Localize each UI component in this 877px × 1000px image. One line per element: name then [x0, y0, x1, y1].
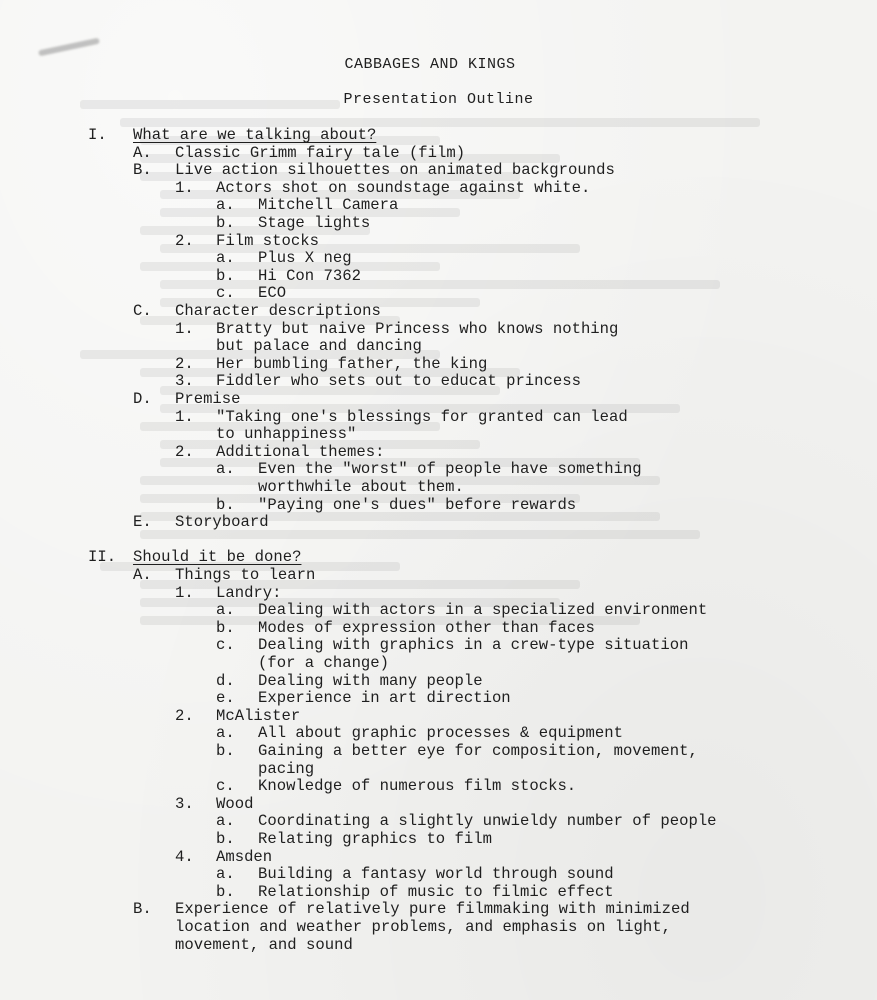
outline-text: location and weather problems, and emphasis on light,: [175, 918, 671, 936]
outline-text: Dealing with many people: [258, 671, 483, 690]
outline-text: What are we talking about?: [133, 126, 377, 144]
outline-text: ECO: [258, 284, 287, 303]
outline-text: Even the "worst" of people have something: [258, 460, 642, 479]
outline-line: [0, 724, 877, 742]
outline-line: [0, 161, 877, 179]
outline-line: [0, 372, 877, 390]
outline-text: Bratty but naive Princess who knows nothing: [216, 319, 619, 338]
outline-text: worthwhile about them.: [258, 478, 464, 496]
outline-line: [0, 478, 877, 496]
outline-number: b.: [216, 742, 235, 760]
outline-text: Dealing with actors in a specialized environment: [258, 601, 708, 620]
outline-line: [0, 284, 877, 302]
outline-text: Landry:: [216, 583, 282, 602]
outline-text: Her bumbling father, the king: [216, 354, 488, 373]
outline-text: Film stocks: [216, 231, 319, 250]
outline-line: [0, 619, 877, 637]
outline-number: 3.: [175, 372, 194, 391]
outline-text: Actors shot on soundstage against white.: [216, 178, 591, 197]
outline-number: b.: [216, 214, 235, 232]
outline-number: 2.: [175, 442, 194, 461]
outline-line: [0, 584, 877, 602]
outline-text: Hi Con 7362: [258, 266, 361, 285]
outline-number: A.: [133, 143, 152, 162]
outline-text: Dealing with graphics in a crew-type situation: [258, 636, 689, 655]
outline-text: Plus X neg: [258, 249, 352, 268]
outline-line: [0, 918, 877, 936]
outline-number: 2.: [175, 706, 194, 725]
outline-line: [0, 566, 877, 584]
outline-line: [0, 144, 877, 162]
outline-line: [0, 337, 877, 355]
outline-number: a.: [216, 460, 235, 479]
outline-line: [0, 496, 877, 514]
outline-text: Fiddler who sets out to educat princess: [216, 372, 581, 391]
outline-number: 2.: [175, 354, 194, 373]
outline-line: [0, 848, 877, 866]
outline-text: Live action silhouettes on animated backgrounds: [175, 161, 615, 180]
outline-text: Additional themes:: [216, 442, 385, 461]
outline-number: b.: [216, 882, 235, 901]
outline-text: Coordinating a slightly unwieldy number of people: [258, 812, 717, 831]
outline-text: but palace and dancing: [216, 337, 422, 356]
outline-number: 1.: [175, 178, 194, 197]
paper-smudge: [38, 38, 100, 57]
outline-number: II.: [88, 548, 117, 567]
outline-line: [0, 355, 877, 373]
outline-number: b.: [216, 618, 235, 637]
document-subtitle: Presentation Outline: [343, 91, 534, 108]
outline-text: Should it be done?: [133, 548, 302, 567]
outline-line: [0, 302, 877, 320]
outline-line: [0, 795, 877, 813]
outline-number: 1.: [175, 319, 194, 338]
outline-line: [0, 760, 877, 778]
outline-text: Knowledge of numerous film stocks.: [258, 777, 577, 796]
outline-line: [0, 460, 877, 478]
outline-number: 3.: [175, 794, 194, 813]
outline-number: a.: [216, 812, 235, 831]
outline-line: [0, 443, 877, 461]
outline-line: [0, 408, 877, 426]
outline-number: c.: [216, 636, 235, 655]
outline-text: Wood: [216, 794, 254, 813]
outline-text: Character descriptions: [175, 302, 381, 320]
outline-text: pacing: [258, 759, 315, 778]
outline-number: c.: [216, 284, 235, 303]
outline-number: B.: [133, 900, 152, 919]
outline-line: [0, 883, 877, 901]
outline-text: Modes of expression other than faces: [258, 618, 595, 637]
outline-line: [0, 249, 877, 267]
outline-number: a.: [216, 249, 235, 268]
outline-text: Things to learn: [175, 566, 316, 584]
outline-text: "Paying one's dues" before rewards: [258, 495, 577, 514]
outline-line: [0, 707, 877, 725]
outline-text: (for a change): [258, 654, 390, 672]
outline-text: to unhappiness": [216, 425, 357, 444]
outline-line: [0, 267, 877, 285]
outline-line: [0, 742, 877, 760]
outline-number: b.: [216, 495, 235, 514]
outline-text: Premise: [175, 390, 241, 408]
outline-line: [0, 672, 877, 690]
outline-text: Relationship of music to filmic effect: [258, 882, 614, 901]
outline-line: [0, 513, 877, 531]
outline-line: [0, 196, 877, 214]
outline-line: [0, 654, 877, 672]
outline-line: [0, 214, 877, 232]
outline-text: Building a fantasy world through sound: [258, 865, 614, 884]
outline-text: "Taking one's blessings for granted can lead: [216, 407, 628, 426]
outline-text: movement, and sound: [175, 935, 353, 954]
outline-line: [0, 936, 877, 954]
outline-line: [0, 777, 877, 795]
outline-text: Amsden: [216, 847, 273, 866]
outline-number: 1.: [175, 407, 194, 426]
outline-number: I.: [88, 126, 107, 144]
outline-number: E.: [133, 513, 152, 532]
outline-line: [0, 320, 877, 338]
outline-number: c.: [216, 777, 235, 796]
outline-number: 1.: [175, 583, 194, 602]
outline-text: Experience of relatively pure filmmaking with minimized: [175, 900, 690, 919]
outline-text: Experience in art direction: [258, 689, 511, 708]
outline-number: a.: [216, 601, 235, 620]
outline-text: Gaining a better eye for composition, movement,: [258, 742, 698, 760]
outline-number: a.: [216, 865, 235, 884]
outline-number: e.: [216, 689, 235, 708]
outline-line: [0, 865, 877, 883]
outline-number: d.: [216, 671, 235, 690]
document-title: CABBAGES AND KINGS: [344, 56, 516, 73]
outline-text: All about graphic processes & equipment: [258, 724, 623, 743]
outline-line: [0, 812, 877, 830]
outline-number: B.: [133, 161, 152, 180]
outline-line: [0, 548, 877, 566]
outline-line: [0, 900, 877, 918]
outline-number: D.: [133, 390, 152, 408]
outline-text: Mitchell Camera: [258, 196, 399, 215]
outline-line: [0, 689, 877, 707]
outline-line: [0, 126, 877, 144]
outline-line: [0, 179, 877, 197]
outline-line: [0, 830, 877, 848]
outline-text: Classic Grimm fairy tale (film): [175, 143, 466, 162]
outline-number: b.: [216, 266, 235, 285]
outline-number: 2.: [175, 231, 194, 250]
outline-text: Storyboard: [175, 513, 269, 532]
outline-text: McAlister: [216, 706, 301, 725]
outline-number: 4.: [175, 847, 194, 866]
outline-text: Stage lights: [258, 214, 371, 232]
outline-number: a.: [216, 724, 235, 743]
outline-line: [0, 636, 877, 654]
outline-line: [0, 232, 877, 250]
outline-number: A.: [133, 566, 152, 584]
outline-line: [0, 601, 877, 619]
outline-line: [0, 390, 877, 408]
outline-text: Relating graphics to film: [258, 830, 492, 848]
outline-number: a.: [216, 196, 235, 215]
outline-number: b.: [216, 830, 235, 848]
outline-line: [0, 531, 877, 549]
outline-number: C.: [133, 302, 152, 320]
outline-line: [0, 425, 877, 443]
